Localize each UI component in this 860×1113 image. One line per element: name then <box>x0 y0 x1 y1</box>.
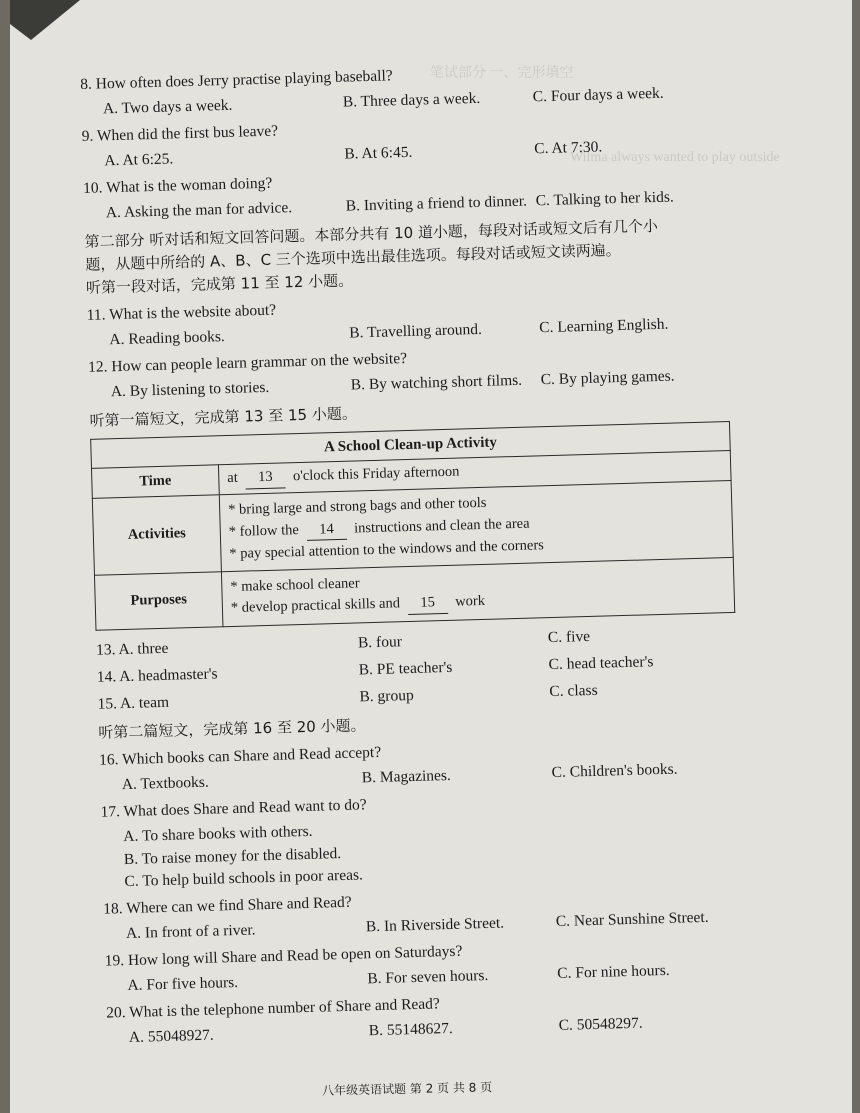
time-text-before: at <box>227 470 239 487</box>
purpose-2-after: work <box>455 593 486 611</box>
options-17 <box>101 809 753 894</box>
question-18: 18. Where can we find Share and Read? <box>103 894 352 919</box>
passage-1-intro: 听第一篇短文，完成第 13 至 15 小题。 <box>89 404 358 430</box>
option-b: B. In Riverside Street. <box>365 914 505 936</box>
option-c: C. 50548297. <box>558 1014 643 1035</box>
instruction-line-2: 题，从题中所给的 A、B、C 三个选项中选出最佳选项。每段对话或短文读两遍。 <box>85 240 621 274</box>
option-b: B. At 6:45. <box>344 143 413 163</box>
option-a: A. In front of a river. <box>125 921 256 943</box>
option-b: B. Three days a week. <box>342 89 481 111</box>
activity-3: * pay special attention to the windows and the corners <box>229 537 545 563</box>
option-a: A. Asking the man for advice. <box>105 198 293 221</box>
option-a: A. To share books with others. <box>123 822 313 845</box>
option-c: C. Children's books. <box>551 760 678 781</box>
option-c: C. By playing games. <box>540 367 675 389</box>
clean-up-activity-table <box>90 421 735 630</box>
exam-paper <box>10 0 852 1113</box>
option-b: B. four <box>357 633 403 652</box>
question-12: 12. How can people learn grammar on the website? <box>87 350 408 377</box>
activities-label: Activities <box>92 495 221 575</box>
dark-corner <box>10 0 80 40</box>
question-block-13-15 <box>96 622 748 715</box>
passage-2-intro: 听第二篇短文，完成第 16 至 20 小题。 <box>98 715 366 742</box>
option-b: B. Inviting a friend to dinner. <box>345 192 528 215</box>
option-c: C. To help build schools in poor areas. <box>124 866 364 891</box>
activity-1: * bring large and strong bags and other tools <box>227 494 487 519</box>
question-17: 17. What does Share and Read want to do? <box>100 795 367 821</box>
time-text-after: o'clock this Friday afternoon <box>292 464 460 485</box>
option-c: C. class <box>549 681 598 700</box>
option-c: C. At 7:30. <box>533 138 603 158</box>
page-footer: 八年级英语试题 第 2 页 共 8 页 <box>321 1080 493 1098</box>
time-label: Time <box>92 465 220 498</box>
option-b: B. To raise money for the disabled. <box>123 844 342 868</box>
blank-15: 15 <box>407 593 448 615</box>
option-c: C. Four days a week. <box>532 84 664 106</box>
question-block-11-12 <box>86 288 738 404</box>
option-a: A. Two days a week. <box>102 96 233 118</box>
option-b: B. For seven hours. <box>367 967 489 988</box>
question-8: 8. How often does Jerry practise playing baseball? <box>80 67 393 93</box>
option-c: C. Learning English. <box>539 315 669 337</box>
activity-2-after: instructions and clean the area <box>353 515 530 537</box>
question-block-16-20 <box>99 732 757 1049</box>
blank-13: 13 <box>245 468 286 490</box>
section-2-instructions <box>84 212 736 300</box>
option-a: 13. A. three <box>95 639 169 659</box>
table-title: A School Clean-up Activity <box>91 422 731 469</box>
option-a: A. By listening to stories. <box>110 378 270 401</box>
option-b: B. Magazines. <box>361 766 452 787</box>
question-19: 19. How long will Share and Read be open on Saturdays? <box>104 942 463 970</box>
activities-cell <box>219 481 733 572</box>
option-a: 15. A. team <box>97 693 170 713</box>
exam-content <box>80 57 757 1056</box>
question-block-8-10 <box>80 57 734 225</box>
option-c: C. five <box>547 627 591 646</box>
question-11: 11. What is the website about? <box>86 301 277 325</box>
option-c: C. Talking to her kids. <box>535 188 674 209</box>
option-b: B. By watching short films. <box>350 371 523 394</box>
option-c: C. head teacher's <box>548 652 654 673</box>
option-a: A. Textbooks. <box>121 773 209 793</box>
instruction-line-1: 第二部分 听对话和短文回答问题。本部分共有 10 道小题，每段对话或短文后有几个小 <box>84 216 659 251</box>
option-b: B. Travelling around. <box>349 321 483 342</box>
bleed-through-text: 笔试部分 一、完形填空 <box>430 66 574 81</box>
blank-14: 14 <box>306 519 347 541</box>
purpose-1: * make school cleaner <box>230 575 360 595</box>
purposes-label: Purposes <box>94 571 222 630</box>
bleed-through-text: Wilma always wanted to play outside <box>570 150 780 165</box>
question-10: 10. What is the woman doing? <box>82 174 273 197</box>
question-16: 16. Which books can Share and Read accept? <box>98 743 382 769</box>
option-a: 14. A. headmaster's <box>96 665 218 686</box>
dialogue-intro: 听第一段对话，完成第 11 至 12 小题。 <box>85 271 354 297</box>
option-b: B. 55148627. <box>368 1019 453 1040</box>
question-20: 20. What is the telephone number of Share and Read? <box>105 995 441 1022</box>
question-9: 9. When did the first bus leave? <box>81 122 279 145</box>
purpose-2-before: * develop practical skills and <box>230 595 401 617</box>
option-a: A. Reading books. <box>109 328 225 349</box>
option-a: A. For five hours. <box>127 974 239 995</box>
option-b: B. PE teacher's <box>358 658 453 679</box>
option-a: A. 55048927. <box>128 1026 214 1047</box>
option-a: A. At 6:25. <box>104 150 174 170</box>
option-c: C. For nine hours. <box>557 962 670 983</box>
option-b: B. group <box>359 686 414 706</box>
activity-2-before: * follow the <box>228 521 300 540</box>
option-c: C. Near Sunshine Street. <box>555 909 709 931</box>
